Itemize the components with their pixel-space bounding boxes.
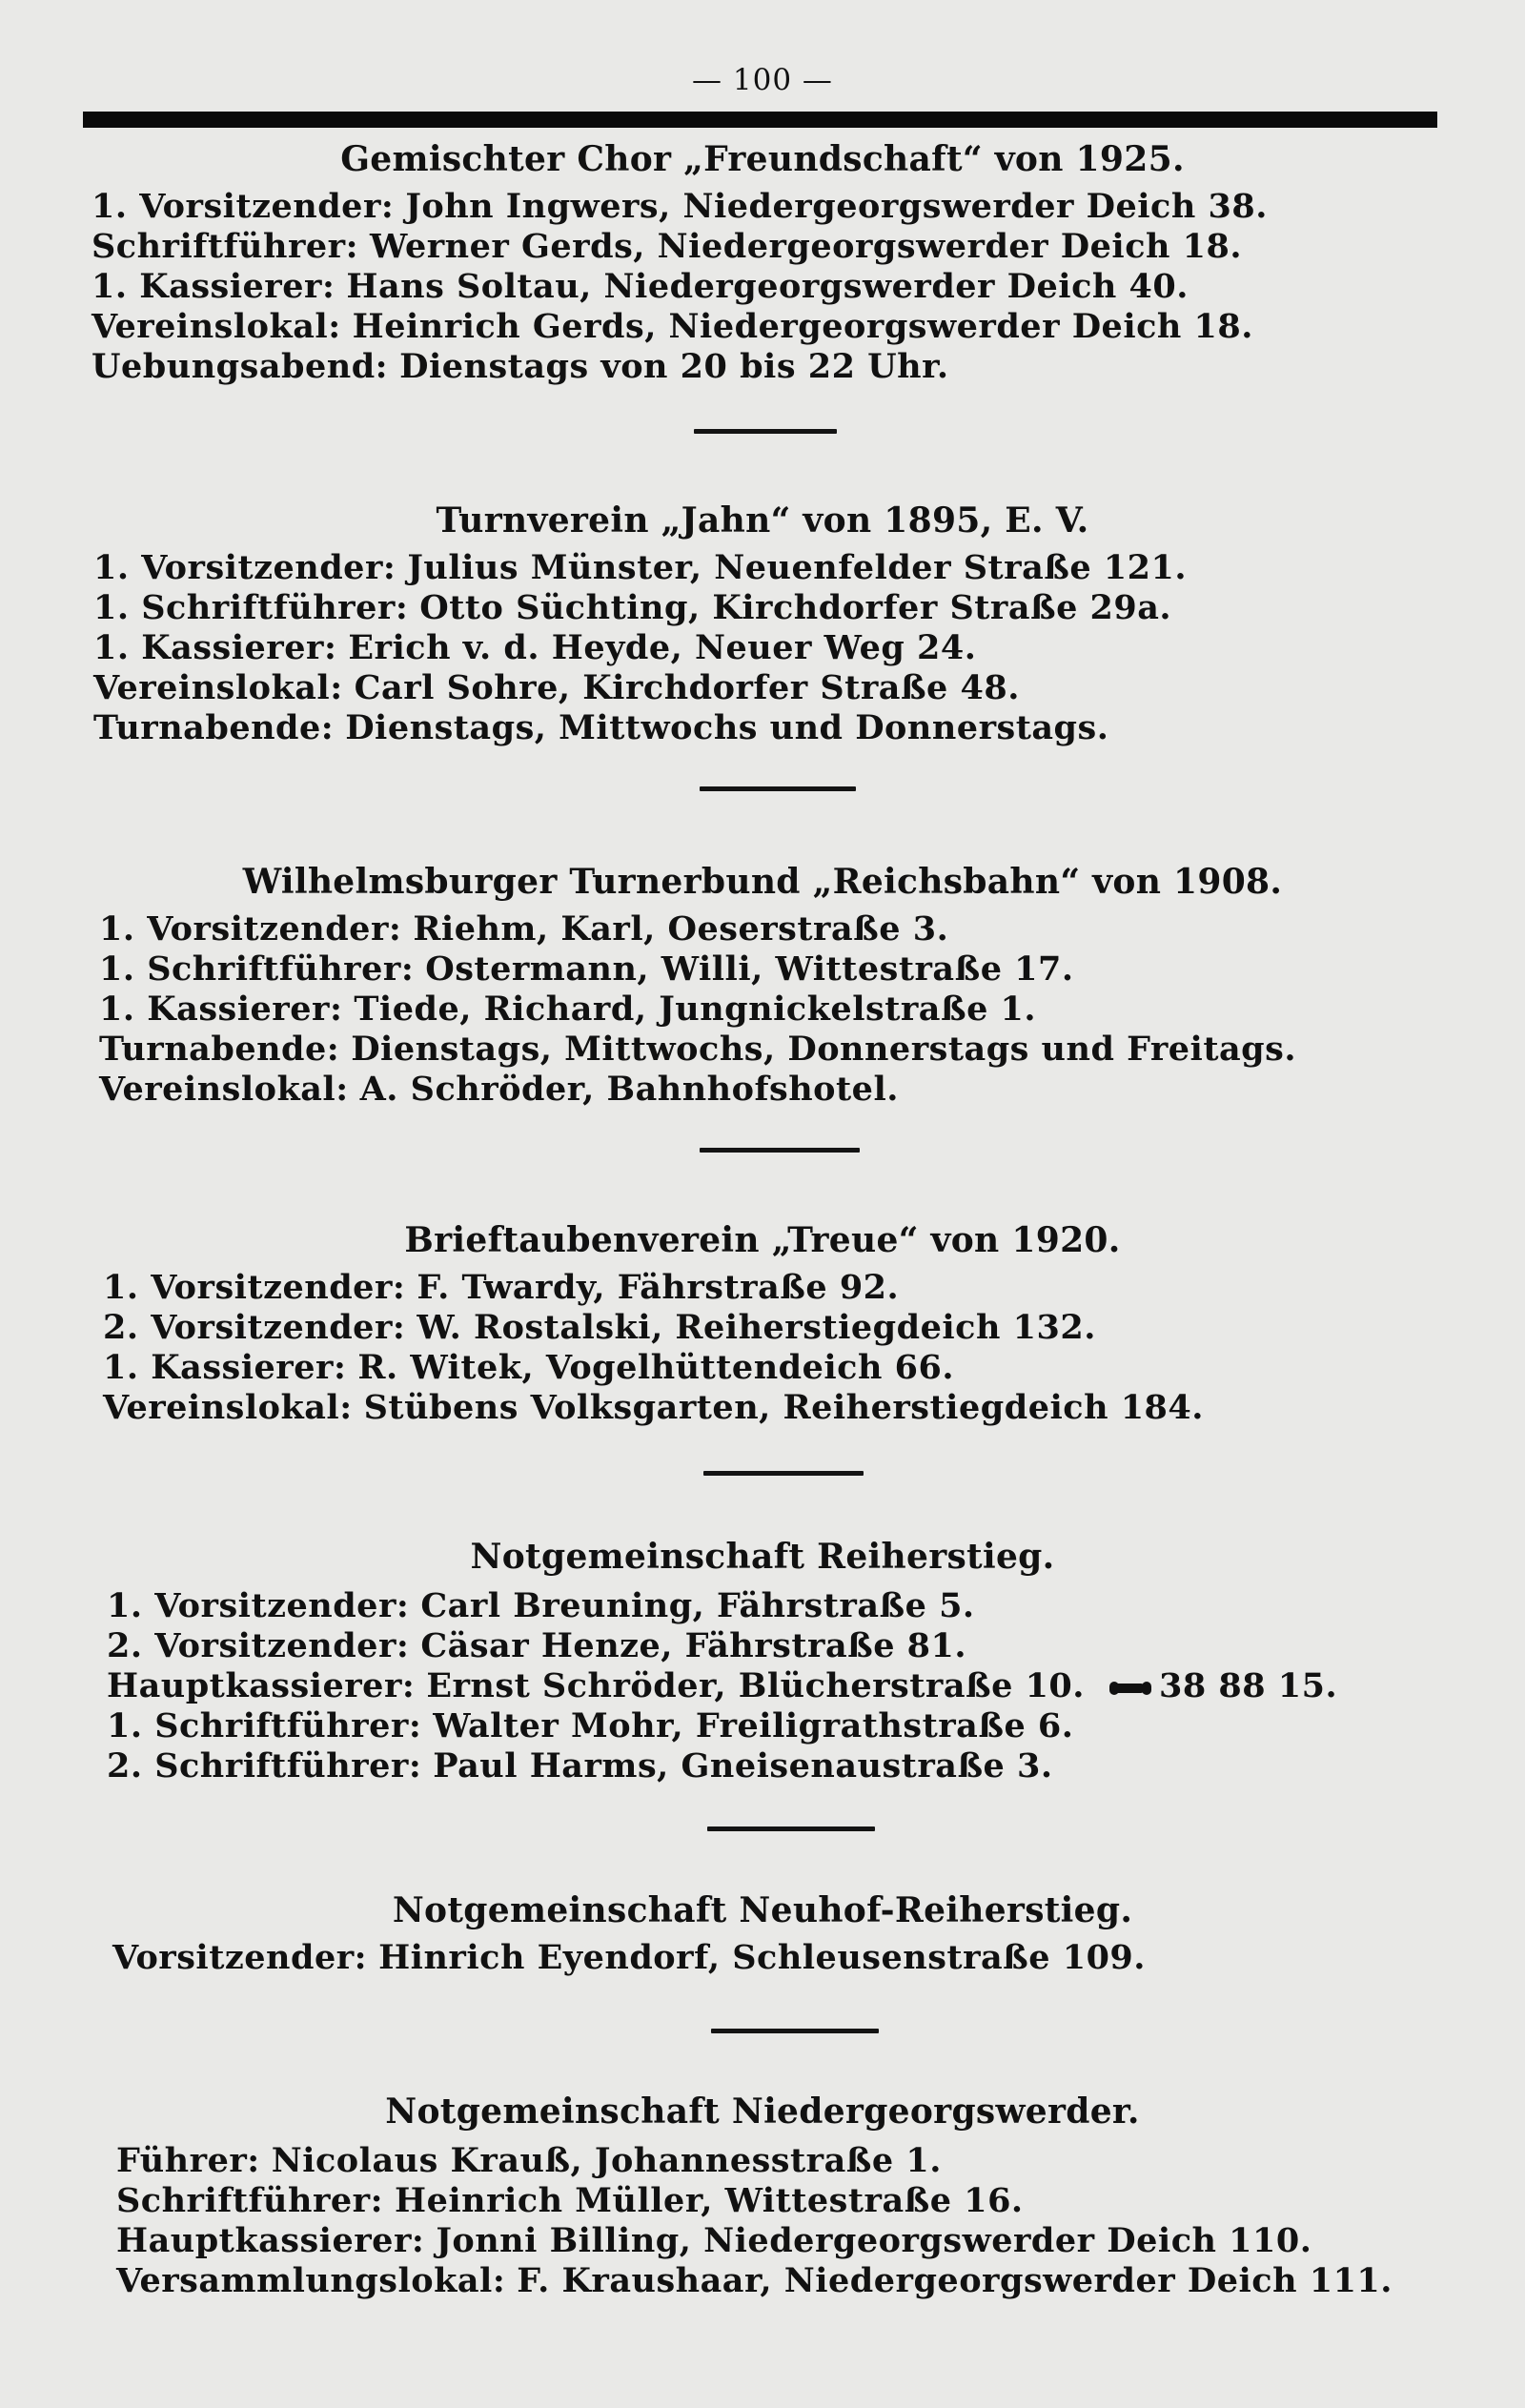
- entry-label: Vorsitzender:: [112, 1938, 368, 1977]
- entry-value: Werner Gerds, Niedergeorgswerder Deich 18.: [370, 227, 1243, 266]
- entry-line: [103, 1308, 1096, 1347]
- section-title: Notgemeinschaft Neuhof-Reiherstieg.: [392, 1890, 1133, 1930]
- entry-value: Carl Sohre, Kirchdorfer Straße 48.: [354, 668, 1020, 707]
- entry-label: 1. Kassierer:: [99, 990, 343, 1029]
- entry-value: Otto Süchting, Kirchdorfer Straße 29a.: [419, 588, 1172, 627]
- section-title: Notgemeinschaft Reiherstieg.: [470, 1537, 1055, 1577]
- entry-value: A. Schröder, Bahnhofshotel.: [359, 1070, 899, 1109]
- entry-line: [116, 2141, 942, 2180]
- entry-label: 2. Vorsitzender:: [107, 1626, 410, 1665]
- entry-line: [92, 267, 1189, 306]
- entry-line: [93, 588, 1171, 627]
- entry-label: Hauptkassierer:: [107, 1666, 416, 1705]
- entry-value: Ostermann, Willi, Wittestraße 17.: [425, 949, 1074, 989]
- entry-label: 1. Schriftführer:: [107, 1706, 422, 1745]
- section-divider: [694, 429, 837, 434]
- entry-label: 1. Schriftführer:: [99, 949, 415, 989]
- entry-line: [92, 307, 1253, 346]
- entry-label: Hauptkassierer:: [116, 2221, 425, 2260]
- section-title: Brieftaubenverein „Treue“ von 1920.: [404, 1220, 1121, 1260]
- entry-value: F. Twardy, Fährstraße 92.: [417, 1268, 900, 1307]
- entry-value: Dienstags von 20 bis 22 Uhr.: [399, 347, 949, 386]
- entry-label: 1. Schriftführer:: [93, 588, 409, 627]
- entry-label: Vereinslokal:: [92, 307, 341, 346]
- entry-line: [93, 668, 1020, 707]
- entry-value: Riehm, Karl, Oeserstraße 3.: [413, 909, 949, 949]
- entry-line: [103, 1268, 899, 1307]
- entry-label: Schriftführer:: [116, 2181, 384, 2220]
- entry-value: Dienstags, Mittwochs und Donnerstags.: [345, 708, 1109, 747]
- entry-line: [99, 949, 1074, 989]
- entry-value: Erich v. d. Heyde, Neuer Weg 24.: [348, 628, 977, 667]
- entry-line: [107, 1666, 1337, 1705]
- section-title: Turnverein „Jahn“ von 1895, E. V.: [436, 500, 1089, 541]
- entry-value: Walter Mohr, Freiligrathstraße 6.: [433, 1706, 1074, 1745]
- entry-label: 1. Vorsitzender:: [92, 187, 395, 226]
- entry-line: [107, 1706, 1073, 1745]
- entry-line: [99, 909, 948, 949]
- entry-value: R. Witek, Vogelhüttendeich 66.: [357, 1348, 955, 1387]
- entry-line: [103, 1348, 954, 1387]
- entry-line: [99, 1070, 899, 1109]
- entry-line: [107, 1626, 966, 1665]
- entry-line: [103, 1388, 1204, 1427]
- entry-line: [93, 708, 1108, 747]
- entry-value: Dienstags, Mittwochs, Donnerstags und Freitags.: [351, 1030, 1297, 1069]
- entry-value: Julius Münster, Neuenfelder Straße 121.: [407, 548, 1188, 587]
- entry-line: [107, 1586, 975, 1625]
- top-rule: [83, 112, 1437, 128]
- section-divider: [711, 2029, 879, 2033]
- entry-line: [99, 1030, 1296, 1069]
- entry-label: 1. Kassierer:: [93, 628, 337, 667]
- entry-line: [93, 548, 1187, 587]
- entry-label: 2. Vorsitzender:: [103, 1308, 406, 1347]
- entry-label: 1. Vorsitzender:: [93, 548, 396, 587]
- entry-label: Vereinslokal:: [99, 1070, 349, 1109]
- entry-label: 1. Vorsitzender:: [99, 909, 402, 949]
- entry-value: Nicolaus Krauß, Johannesstraße 1.: [271, 2141, 942, 2180]
- entry-value: Stübens Volksgarten, Reiherstiegdeich 184.: [363, 1388, 1204, 1427]
- entry-line: [116, 2261, 1393, 2300]
- page-number: — 100 —: [692, 63, 833, 97]
- entry-line: [99, 990, 1036, 1029]
- entry-value: Heinrich Müller, Wittestraße 16.: [395, 2181, 1024, 2220]
- entry-line: [92, 187, 1268, 226]
- phone-number: 38 88 15.: [1158, 1666, 1338, 1705]
- entry-label: Turnabende:: [99, 1030, 340, 1069]
- entry-label: 1. Kassierer:: [92, 267, 336, 306]
- section-title: Notgemeinschaft Niedergeorgswerder.: [385, 2092, 1140, 2132]
- entry-label: Vereinslokal:: [103, 1388, 353, 1427]
- entry-line: [116, 2181, 1024, 2220]
- entry-value: W. Rostalski, Reiherstiegdeich 132.: [417, 1308, 1096, 1347]
- section-divider: [700, 1148, 860, 1153]
- entry-label: Schriftführer:: [92, 227, 359, 266]
- entry-label: Vereinslokal:: [93, 668, 343, 707]
- entry-value: Paul Harms, Gneisenaustraße 3.: [433, 1746, 1053, 1786]
- section-divider: [703, 1471, 864, 1476]
- section-title: Wilhelmsburger Turnerbund „Reichsbahn“ von 1908.: [242, 862, 1283, 902]
- entry-label: Turnabende:: [93, 708, 335, 747]
- entry-label: 2. Schriftführer:: [107, 1746, 422, 1786]
- entry-line: [116, 2221, 1312, 2260]
- entry-value: Carl Breuning, Fährstraße 5.: [420, 1586, 975, 1625]
- entry-label: 1. Kassierer:: [103, 1348, 347, 1387]
- entry-value: Cäsar Henze, Fährstraße 81.: [420, 1626, 967, 1665]
- entry-value: Hans Soltau, Niedergeorgswerder Deich 40.: [346, 267, 1189, 306]
- entry-line: [92, 227, 1242, 266]
- entry-value: F. Kraushaar, Niedergeorgswerder Deich 111.: [517, 2261, 1393, 2300]
- entry-value: Jonni Billing, Niedergeorgswerder Deich 110.: [436, 2221, 1312, 2260]
- entry-label: 1. Vorsitzender:: [103, 1268, 406, 1307]
- entry-label: Uebungsabend:: [92, 347, 389, 386]
- section-divider: [700, 786, 856, 791]
- entry-value: Hinrich Eyendorf, Schleusenstraße 109.: [378, 1938, 1146, 1977]
- entry-line: [93, 628, 976, 667]
- entry-line: [92, 347, 949, 386]
- entry-value: Ernst Schröder, Blücherstraße 10.: [426, 1666, 1085, 1705]
- entry-label: Versammlungslokal:: [116, 2261, 506, 2300]
- entry-line: [112, 1938, 1146, 1977]
- entry-value: Heinrich Gerds, Niedergeorgswerder Deich 18.: [352, 307, 1253, 346]
- entry-value: Tiede, Richard, Jungnickelstraße 1.: [354, 990, 1037, 1029]
- entry-value: John Ingwers, Niedergeorgswerder Deich 38.: [405, 187, 1268, 226]
- telephone-icon: [1109, 1682, 1151, 1695]
- section-title: Gemischter Chor „Freundschaft“ von 1925.: [340, 139, 1185, 179]
- section-divider: [707, 1826, 875, 1831]
- entry-label: 1. Vorsitzender:: [107, 1586, 410, 1625]
- entry-label: Führer:: [116, 2141, 260, 2180]
- entry-line: [107, 1746, 1053, 1786]
